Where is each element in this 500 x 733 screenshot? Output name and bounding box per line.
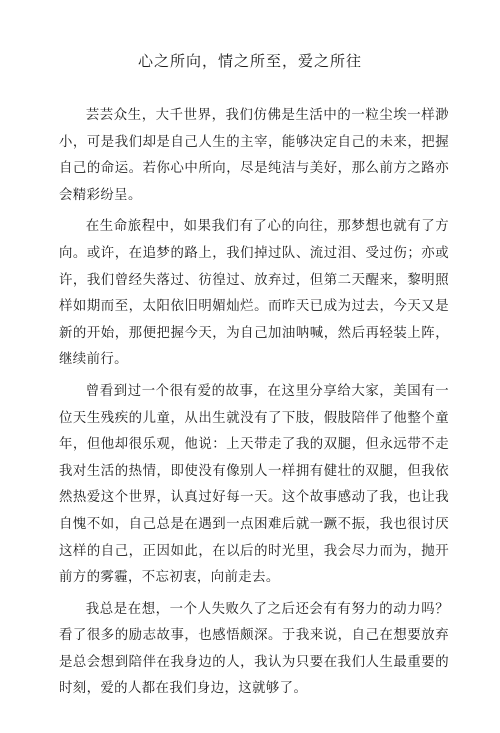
paragraph-3: 曾看到过一个很有爱的故事，在这里分享给大家，美国有一位天生残疾的儿童，从出生就没有了下肢，假肢陪伴了他整个童年，但他却很乐观，他说：上天带走了我的双腿，但永远带不走我对生活的热情，即使没有像别人一样拥有健壮的双腿，但我依然热爱这个世界，认真过好每一天。这个故事感动了我，也让我自愧不如，自己总是在遇到一点困难后就一蹶不振，我也很讨厌这样的自己，正因如此，在以后的时光里，我会尽力而为，抛开前方的雾霾，不忘初衷，向前走去。 <box>59 383 449 586</box>
document-body <box>59 103 449 708</box>
paragraph-2: 在生命旅程中，如果我们有了心的向往，那梦想也就有了方向。或许，在追梦的路上，我们掉过队、流过泪、受过伤；亦或许，我们曾经失落过、彷徨过、放弃过，但第二天醒来，黎明照样如期而至，太阳依旧明媚灿烂。而昨天已成为过去，今天又是新的开始，那便把握今天，为自己加油呐喊，然后再轻装上阵，继续前行。 <box>59 219 449 368</box>
document-title: 心之所向，情之所至，爱之所往 <box>137 52 362 70</box>
paragraph-4: 我总是在想，一个人失败久了之后还会有有努力的动力吗？看了很多的励志故事，也感悟颇深。于我来说，自己在想要放弃是总会想到陪伴在我身边的人，我认为只要在我们人生最重要的时刻，爱的人都在我们身边，这就够了。 <box>59 601 449 697</box>
paragraph-1: 芸芸众生，大千世界，我们仿佛是生活中的一粒尘埃一样渺小，可是我们却是自己人生的主宰，能够决定自己的未来，把握自己的命运。若你心中所向，尽是纯洁与美好，那么前方之路亦会精彩纷呈。 <box>59 108 449 203</box>
